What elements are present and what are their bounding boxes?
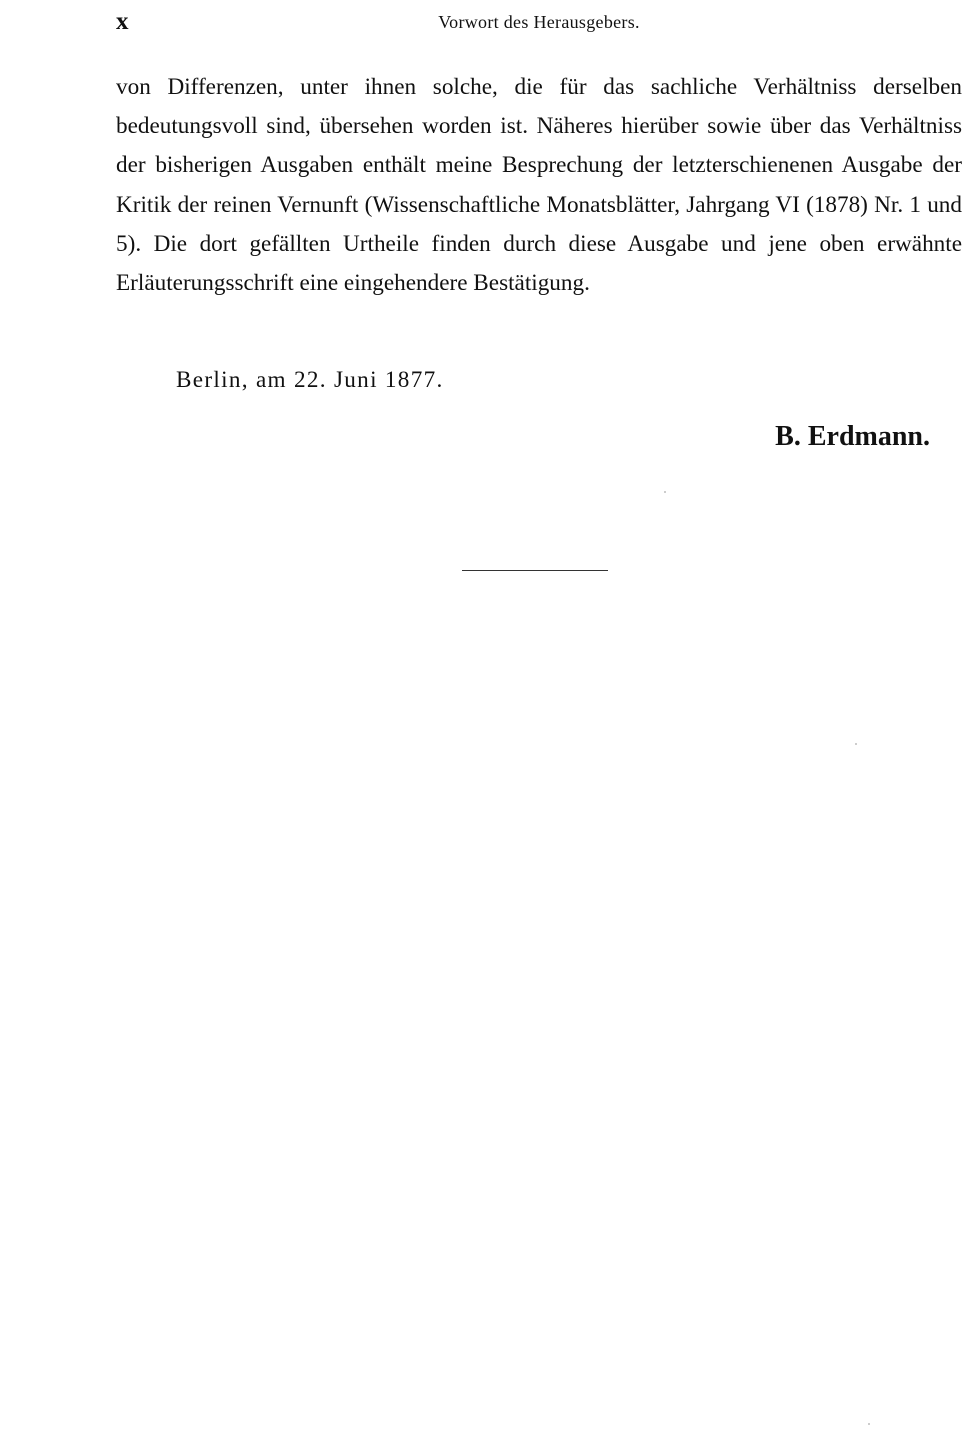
body-paragraph: von Differenzen, unter ihnen solche, die für das sachliche Verhältniss derselben bedeutungsvoll sind, übersehen worden ist. Näheres hierüber sowie über das Verhältniss der bisherigen Ausgaben enthält meine Besprechung der letzterschienenen Ausgabe der Kritik der reinen Vernunft (Wissenschaftliche Monatsblätter, Jahrgang VI (1878) Nr. 1 und 5). Die dort gefällten Urtheile finden durch diese Ausgabe und jene oben erwähnte Erläuterungsschrift eine eingehendere Bestätigung.	[116, 74, 962, 297]
scan-speck	[868, 1423, 870, 1425]
scan-speck	[855, 743, 857, 745]
dateline: Berlin, am 22. Juni 1877.	[176, 367, 444, 393]
running-head	[116, 8, 962, 38]
signature: B. Erdmann.	[775, 421, 930, 452]
scan-speck	[664, 491, 666, 493]
running-title: Vorwort des Herausgebers.	[438, 12, 640, 32]
end-rule	[462, 570, 608, 571]
page-number: x	[116, 8, 130, 35]
